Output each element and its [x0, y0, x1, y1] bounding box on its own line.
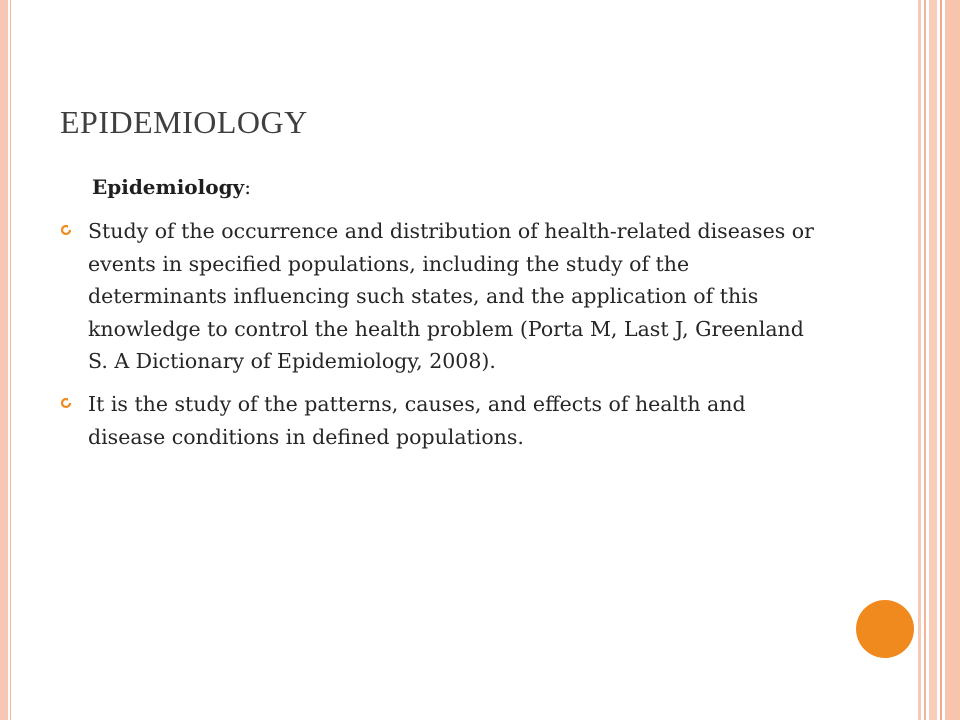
bullet-text: Study of the occurrence and distribution of health-related diseases or events in specified populations, including the study of the determinants influencing such states, and the application of this knowledge to control the health problem (Porta M, Last J, Greenland S. A Dictionary of Epidemiology, 2008).	[88, 219, 814, 374]
open-circle-bullet-icon	[60, 397, 72, 409]
slide-title: EPIDEMIOLOGY	[60, 104, 308, 140]
definition-colon: :	[244, 175, 251, 199]
stripe	[929, 0, 937, 720]
bullet-list	[60, 215, 820, 463]
bullet-text: It is the study of the patterns, causes, and effects of health and disease conditions in defined populations.	[88, 391, 746, 449]
stripe	[924, 0, 926, 720]
orange-circle-decoration	[856, 600, 914, 658]
stripe	[940, 0, 942, 720]
bullet-item	[60, 215, 820, 378]
left-frame-band	[0, 0, 8, 720]
open-circle-bullet-icon	[60, 224, 72, 236]
stripe	[945, 0, 960, 720]
definition-heading	[92, 175, 251, 199]
left-frame-line	[10, 0, 11, 720]
definition-term: Epidemiology	[92, 175, 245, 199]
bullet-item	[60, 388, 820, 453]
right-decorative-stripes	[918, 0, 960, 720]
stripe	[918, 0, 921, 720]
